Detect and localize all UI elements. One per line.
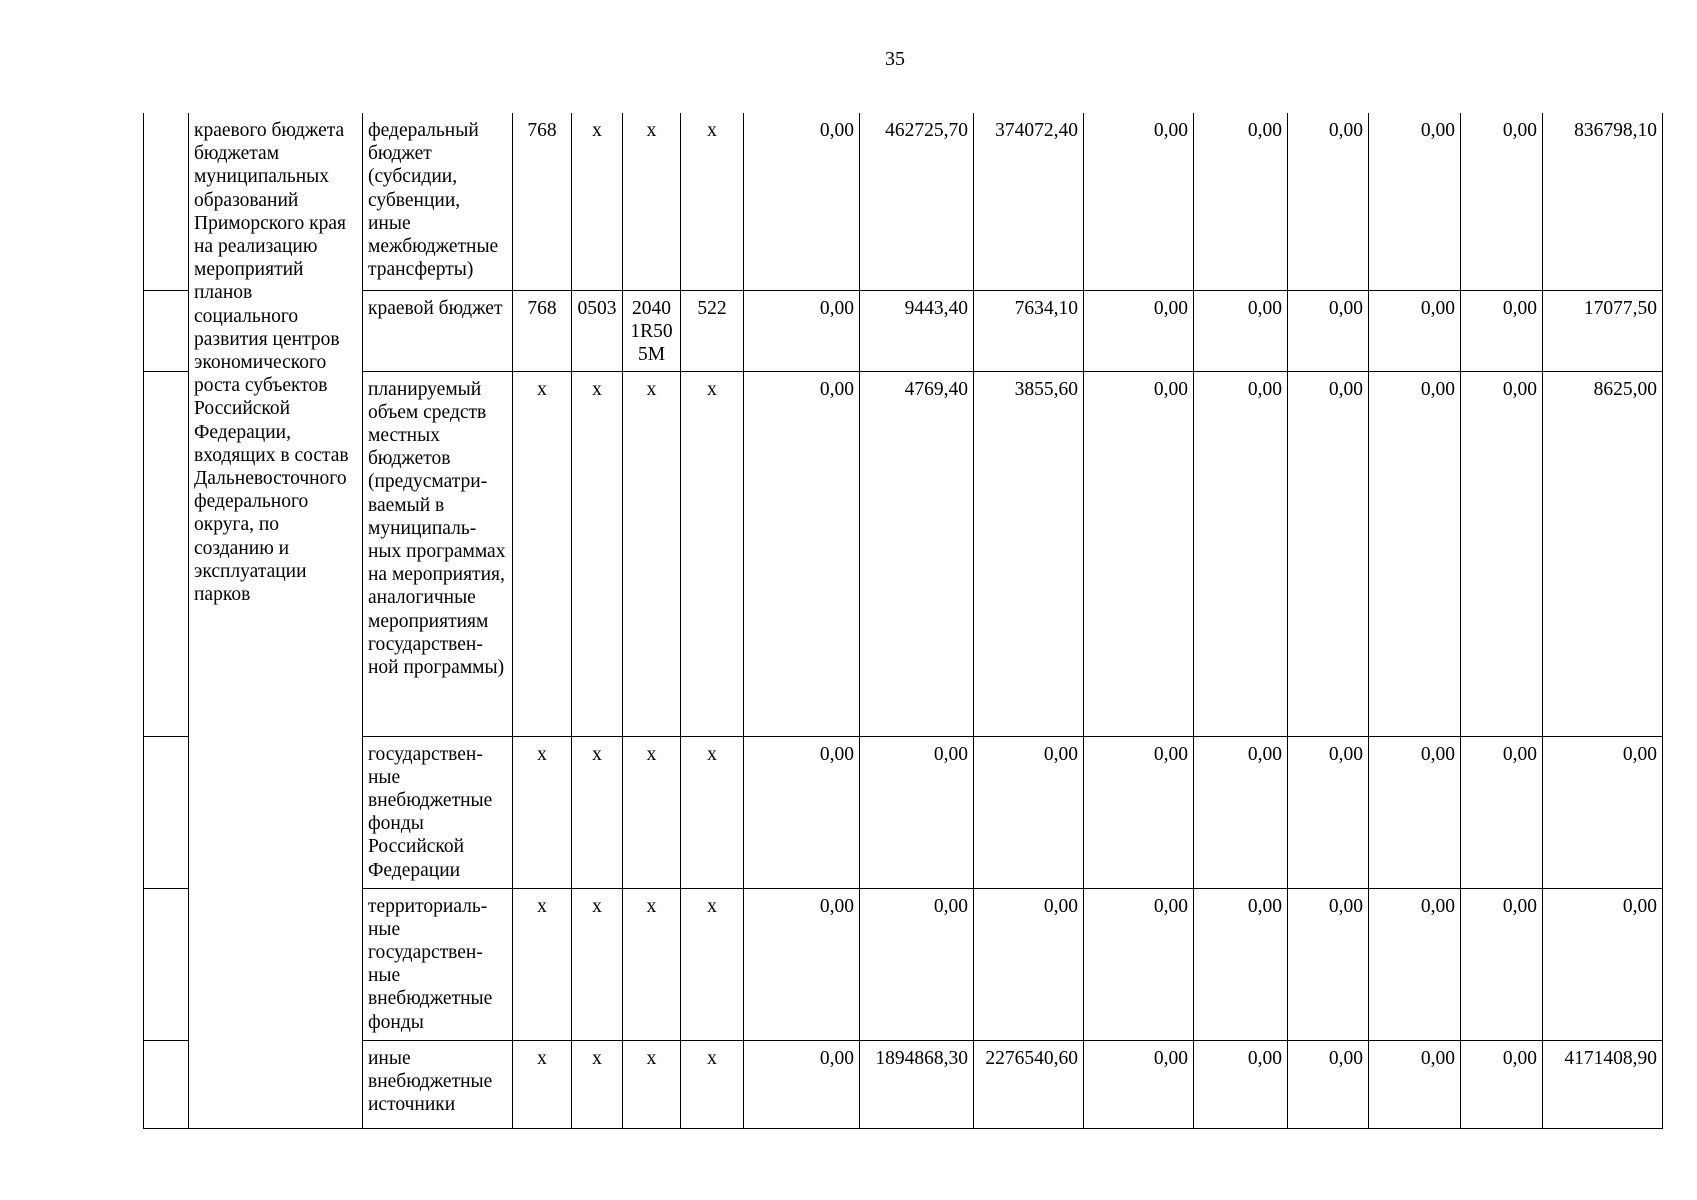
value-cell: 0,00: [1194, 290, 1288, 371]
table-row: [144, 290, 1663, 371]
value-cell: 0,00: [1461, 1040, 1543, 1128]
value-cell: 0,00: [1084, 290, 1194, 371]
value-cell: 3855,60: [974, 371, 1084, 736]
code-cell: x: [513, 736, 572, 888]
code-cell: x: [572, 888, 623, 1040]
code-cell: x: [513, 1040, 572, 1128]
value-cell: 0,00: [1369, 113, 1461, 290]
value-cell: 0,00: [1369, 290, 1461, 371]
value-cell: 0,00: [1369, 1040, 1461, 1128]
value-cell: 0,00: [1461, 888, 1543, 1040]
value-cell: 0,00: [1288, 1040, 1369, 1128]
value-cell: 0,00: [1369, 736, 1461, 888]
value-cell: 0,00: [744, 1040, 860, 1128]
value-cell: 0,00: [1461, 290, 1543, 371]
value-cell: 462725,70: [860, 113, 974, 290]
source-cell: государствен-ные внебюджетные фонды Российской Федерации: [363, 736, 513, 888]
value-cell: 0,00: [1461, 113, 1543, 290]
value-cell: 374072,40: [974, 113, 1084, 290]
total-cell: 836798,10: [1543, 113, 1663, 290]
code-cell: x: [623, 736, 681, 888]
value-cell: 0,00: [1288, 290, 1369, 371]
value-cell: 4769,40: [860, 371, 974, 736]
value-cell: 0,00: [1084, 1040, 1194, 1128]
code-cell: x: [572, 113, 623, 290]
source-cell: планируемый объем средств местных бюджетов (предусматри-ваемый в муниципаль-ных программах на мероприятия, аналогичные мероприятиям государствен-ной программы): [363, 371, 513, 736]
code-cell: x: [681, 736, 744, 888]
code-cell: 768: [513, 113, 572, 290]
value-cell: 0,00: [744, 371, 860, 736]
value-cell: 0,00: [860, 888, 974, 1040]
value-cell: 0,00: [744, 888, 860, 1040]
total-cell: 8625,00: [1543, 371, 1663, 736]
code-cell: 20401R505M: [623, 290, 681, 371]
value-cell: 0,00: [1084, 736, 1194, 888]
value-cell: 0,00: [1288, 113, 1369, 290]
total-cell: 4171408,90: [1543, 1040, 1663, 1128]
value-cell: 9443,40: [860, 290, 974, 371]
code-cell: x: [623, 371, 681, 736]
total-cell: 17077,50: [1543, 290, 1663, 371]
value-cell: 7634,10: [974, 290, 1084, 371]
source-cell: краевой бюджет: [363, 290, 513, 371]
value-cell: 0,00: [1369, 888, 1461, 1040]
code-cell: 522: [681, 290, 744, 371]
value-cell: 0,00: [1194, 1040, 1288, 1128]
code-cell: x: [623, 1040, 681, 1128]
source-cell: федеральный бюджет (субсидии, субвенции, иные межбюджетные трансферты): [363, 113, 513, 290]
code-cell: x: [681, 1040, 744, 1128]
value-cell: 0,00: [1194, 888, 1288, 1040]
value-cell: 0,00: [1288, 736, 1369, 888]
value-cell: 0,00: [1084, 113, 1194, 290]
value-cell: 0,00: [1461, 736, 1543, 888]
index-cell: [144, 888, 189, 1040]
budget-table: [143, 113, 1663, 1129]
code-cell: x: [513, 888, 572, 1040]
row-header-cell: краевого бюджета бюджетам муниципальных образований Приморского края на реализацию мероприятий планов социального развития центров экономического роста субъектов Российской Федерации, входящих в состав Дальневосточного федерального округа, по созданию и эксплуатации парков: [189, 113, 363, 1128]
index-cell: [144, 290, 189, 371]
index-cell: [144, 1040, 189, 1128]
total-cell: 0,00: [1543, 888, 1663, 1040]
table-row: [144, 113, 1663, 290]
source-cell: иные внебюджетные источники: [363, 1040, 513, 1128]
value-cell: 1894868,30: [860, 1040, 974, 1128]
value-cell: 0,00: [1369, 371, 1461, 736]
value-cell: 0,00: [744, 290, 860, 371]
value-cell: 0,00: [1288, 371, 1369, 736]
value-cell: 0,00: [1461, 371, 1543, 736]
table-row: [144, 371, 1663, 736]
code-cell: x: [572, 736, 623, 888]
value-cell: 0,00: [1194, 736, 1288, 888]
page-number: 35: [885, 48, 905, 70]
value-cell: 0,00: [1288, 888, 1369, 1040]
value-cell: 0,00: [1194, 113, 1288, 290]
code-cell: x: [681, 113, 744, 290]
code-cell: x: [572, 371, 623, 736]
code-cell: x: [681, 888, 744, 1040]
code-cell: x: [572, 1040, 623, 1128]
table-row: [144, 1040, 1663, 1128]
value-cell: 0,00: [860, 736, 974, 888]
table-row: [144, 888, 1663, 1040]
total-cell: 0,00: [1543, 736, 1663, 888]
index-cell: [144, 736, 189, 888]
value-cell: 0,00: [744, 736, 860, 888]
code-cell: 768: [513, 290, 572, 371]
index-cell: [144, 371, 189, 736]
code-cell: x: [623, 888, 681, 1040]
value-cell: 0,00: [974, 736, 1084, 888]
value-cell: 0,00: [974, 888, 1084, 1040]
code-cell: x: [513, 371, 572, 736]
source-cell: территориаль-ные государствен-ные внебюджетные фонды: [363, 888, 513, 1040]
code-cell: 0503: [572, 290, 623, 371]
code-cell: x: [623, 113, 681, 290]
value-cell: 0,00: [1194, 371, 1288, 736]
value-cell: 0,00: [1084, 888, 1194, 1040]
table-row: [144, 736, 1663, 888]
value-cell: 0,00: [744, 113, 860, 290]
code-cell: x: [681, 371, 744, 736]
index-cell: [144, 113, 189, 290]
value-cell: 2276540,60: [974, 1040, 1084, 1128]
value-cell: 0,00: [1084, 371, 1194, 736]
